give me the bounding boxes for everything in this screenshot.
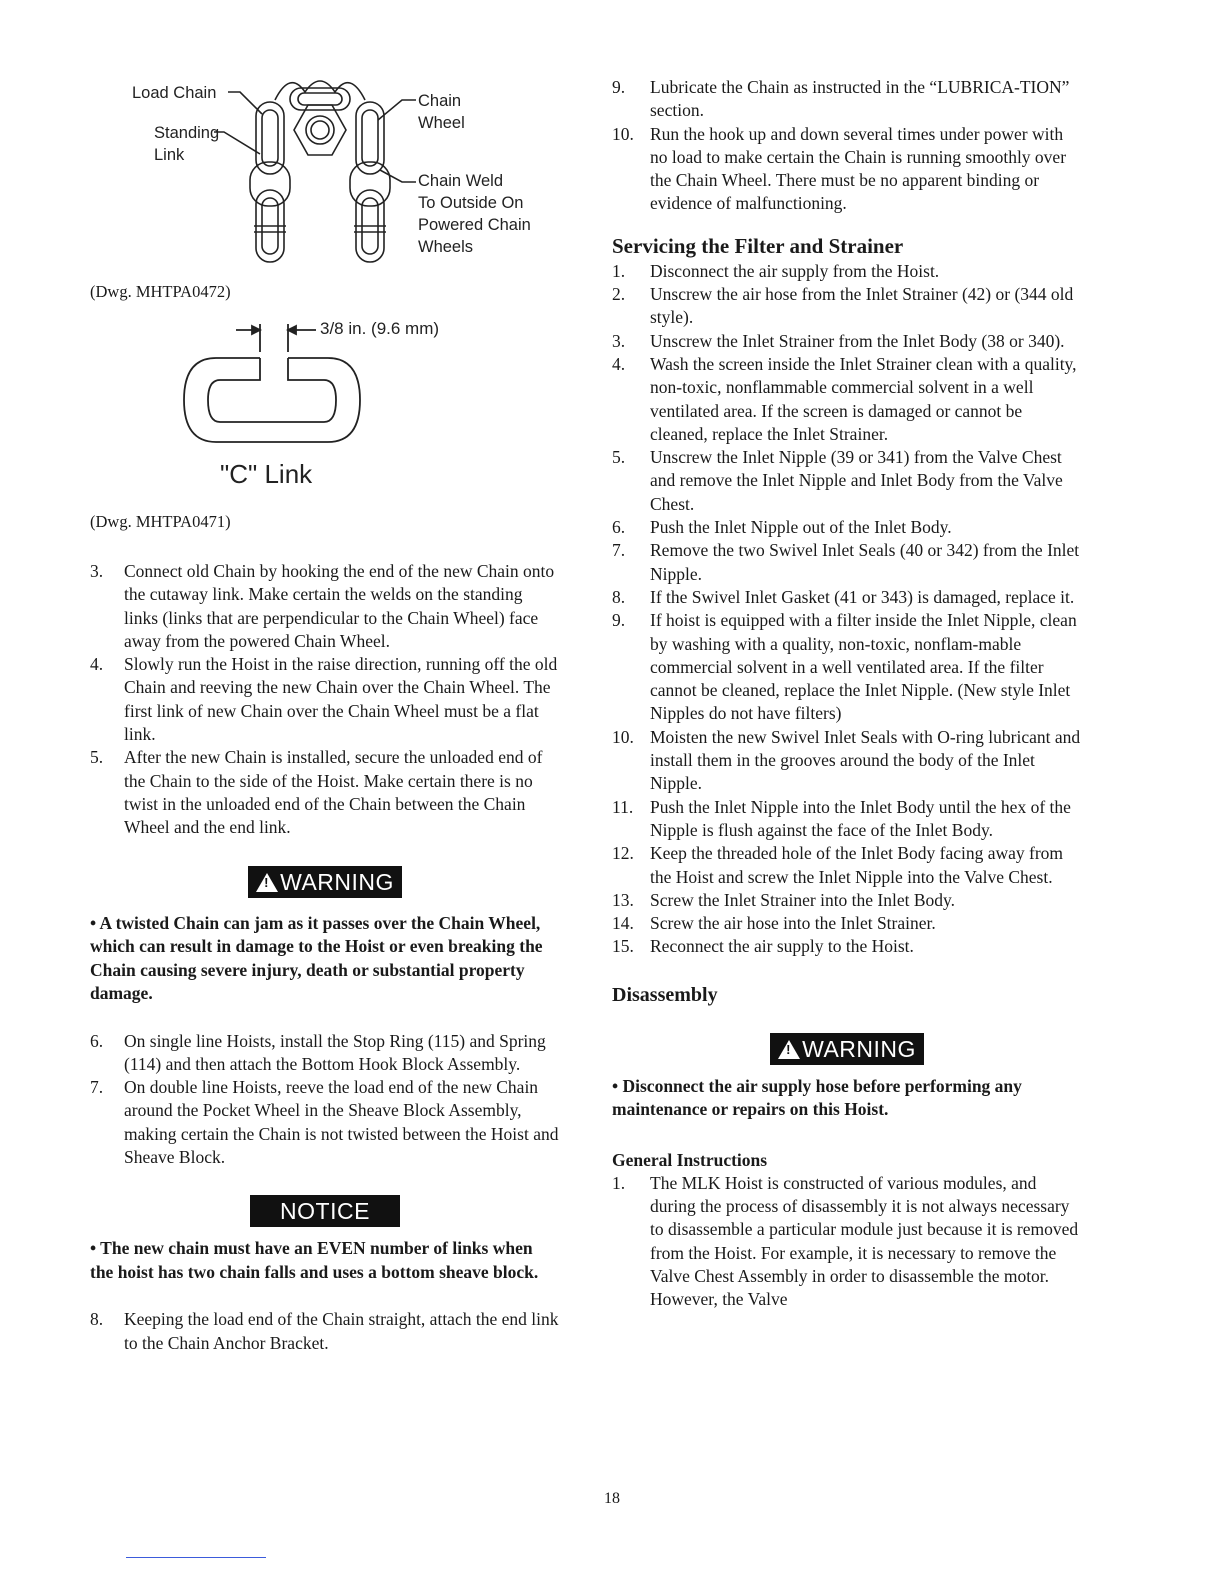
caption-dwg-0471: (Dwg. MHTPA0471) bbox=[90, 512, 231, 531]
list-item: 1. Disconnect the air supply from the Hoist. bbox=[612, 260, 940, 281]
label-load-chain: Load Chain bbox=[132, 84, 217, 102]
list-item: 10. Moisten the new Swivel Inlet Seals with O-ring lubricant and install them in the grooves around the body of the Inlet Nipple. bbox=[612, 726, 1081, 794]
c-link-dimension: 3/8 in. (9.6 mm) bbox=[320, 319, 440, 338]
list-item: 6. Push the Inlet Nipple out of the Inlet Body. bbox=[612, 517, 952, 538]
notice-banner bbox=[90, 1195, 560, 1227]
filter-steps bbox=[612, 260, 1082, 959]
c-link-title: "C" Link bbox=[220, 459, 313, 489]
left-steps-b bbox=[90, 1030, 560, 1170]
list-item: 4. Wash the screen inside the Inlet Strainer clean with a quality, non-toxic, nonflammable commercial solvent in a well ventilated area. If the screen is damaged or cannot be cleaned, replace the Inlet Strainer. bbox=[612, 353, 1077, 444]
c-link-figure bbox=[90, 318, 560, 508]
list-item: 1. The MLK Hoist is constructed of various modules, and during the process of disassembly it is not always necessary to disassemble a particular module just because it is removed from the Hoist. For example, it is necessary to remove the Valve Chest Assembly in order to disassemble the motor. However, the Valve bbox=[612, 1172, 1079, 1310]
notice-text: • The new chain must have an EVEN number of links when the hoist has two chain falls and uses a bottom sheave block. bbox=[90, 1238, 539, 1282]
list-item: 2. Unscrew the air hose from the Inlet Strainer (42) or (344 old style). bbox=[612, 284, 1074, 328]
footer-divider bbox=[126, 1557, 266, 1558]
warning-triangle-icon bbox=[778, 1040, 800, 1059]
list-item: 6. On single line Hoists, install the Stop Ring (115) and Spring (114) and then attach the Bottom Hook Block Assembly. bbox=[90, 1030, 546, 1074]
notice-label: NOTICE bbox=[250, 1195, 400, 1227]
list-item: 13. Screw the Inlet Strainer into the Inlet Body. bbox=[612, 889, 956, 910]
list-item: 12. Keep the threaded hole of the Inlet Body facing away from the Hoist and screw the Inlet Nipple into the Valve Chest. bbox=[612, 843, 1064, 887]
label-standing-link: Standing Link bbox=[154, 124, 220, 164]
page-number: 18 bbox=[604, 1490, 620, 1507]
list-item: 4. Slowly run the Hoist in the raise direction, running off the old Chain and reeving the new Chain over the Chain Wheel. The first link of new Chain over the Chain Wheel must be a flat link. bbox=[90, 654, 558, 745]
chain-wheel-figure bbox=[90, 70, 560, 280]
disassembly-heading: Disassembly bbox=[612, 983, 718, 1006]
c-link-drawing bbox=[90, 318, 560, 508]
warning-label-2: !WARNING bbox=[770, 1033, 924, 1065]
list-item: 8. If the Swivel Inlet Gasket (41 or 343) is damaged, replace it. bbox=[612, 586, 1075, 607]
warning-text-1: • A twisted Chain can jam as it passes over the Chain Wheel, which can result in damage to the Hoist or even breaking the Chain causing severe injury, death or substantial property damage. bbox=[90, 912, 543, 1004]
list-item: 10. Run the hook up and down several times under power with no load to make certain the Chain is running smoothly over the Chain Wheel. There must be no apparent binding or evidence of malfunctioning. bbox=[612, 123, 1067, 214]
list-item: 9. If hoist is equipped with a filter inside the Inlet Nipple, clean by washing with a quality, non-toxic, nonflam-mable commercial solvent in a well ventilated area. If the filter cannot be cleaned, replace the Inlet Nipple. (New style Inlet Nipples do not have filters) bbox=[612, 610, 1077, 724]
right-column bbox=[612, 76, 1082, 1311]
list-item: 7. On double line Hoists, reeve the load end of the new Chain around the Pocket Wheel in the Sheave Block Assembly, making certain the Chain is not twisted between the Hoist and Sheave Block. bbox=[90, 1077, 559, 1168]
list-item: 5. After the new Chain is installed, secure the unloaded end of the Chain to the side of the Hoist. Make certain there is no twist in the unloaded end of the Chain between the Chain Wheel and the end link. bbox=[90, 747, 543, 838]
warning-triangle-icon bbox=[256, 873, 278, 892]
list-item: 15. Reconnect the air supply to the Hoist. bbox=[612, 936, 914, 957]
list-item: 9. Lubricate the Chain as instructed in the “LUBRICA-TION” section. bbox=[612, 77, 1070, 121]
list-item: 8. Keeping the load end of the Chain straight, attach the end link to the Chain Anchor Bracket. bbox=[90, 1309, 559, 1353]
general-steps bbox=[612, 1172, 1082, 1312]
warning-banner-2 bbox=[612, 1033, 1082, 1065]
list-item: 11. Push the Inlet Nipple into the Inlet Body until the hex of the Nipple is flush against the face of the Inlet Body. bbox=[612, 796, 1071, 840]
list-item: 3. Connect old Chain by hooking the end of the new Chain onto the cutaway link. Make certain the welds on the standing links (links that are perpendicular to the Chain Wheel) face away from the powered Chain Wheel. bbox=[90, 561, 555, 651]
warning-label-1: !WARNING bbox=[248, 866, 402, 898]
list-item: 5. Unscrew the Inlet Nipple (39 or 341) from the Valve Chest and remove the Inlet Nipple and Inlet Body from the Valve Chest. bbox=[612, 447, 1063, 514]
list-item: 3. Unscrew the Inlet Strainer from the Inlet Body (38 or 340). bbox=[612, 330, 1065, 351]
list-item: 14. Screw the air hose into the Inlet Strainer. bbox=[612, 913, 936, 934]
list-item: 7. Remove the two Swivel Inlet Seals (40 or 342) from the Inlet Nipple. bbox=[612, 540, 1080, 584]
label-chain-wheel: Chain Wheel bbox=[418, 92, 465, 132]
left-steps-c bbox=[90, 1308, 560, 1355]
label-chain-weld: Chain Weld To Outside On Powered Chain Wheels bbox=[418, 172, 531, 256]
caption-dwg-0472: (Dwg. MHTPA0472) bbox=[90, 282, 231, 301]
warning-text-2: • Disconnect the air supply hose before performing any maintenance or repairs on this Hoist. bbox=[612, 1075, 1022, 1120]
right-steps-a bbox=[612, 76, 1082, 216]
general-instructions-heading: General Instructions bbox=[612, 1149, 768, 1170]
filter-section-heading: Servicing the Filter and Strainer bbox=[612, 233, 904, 258]
left-steps-a bbox=[90, 560, 560, 840]
left-column bbox=[90, 70, 560, 1355]
warning-banner-1 bbox=[90, 866, 560, 898]
